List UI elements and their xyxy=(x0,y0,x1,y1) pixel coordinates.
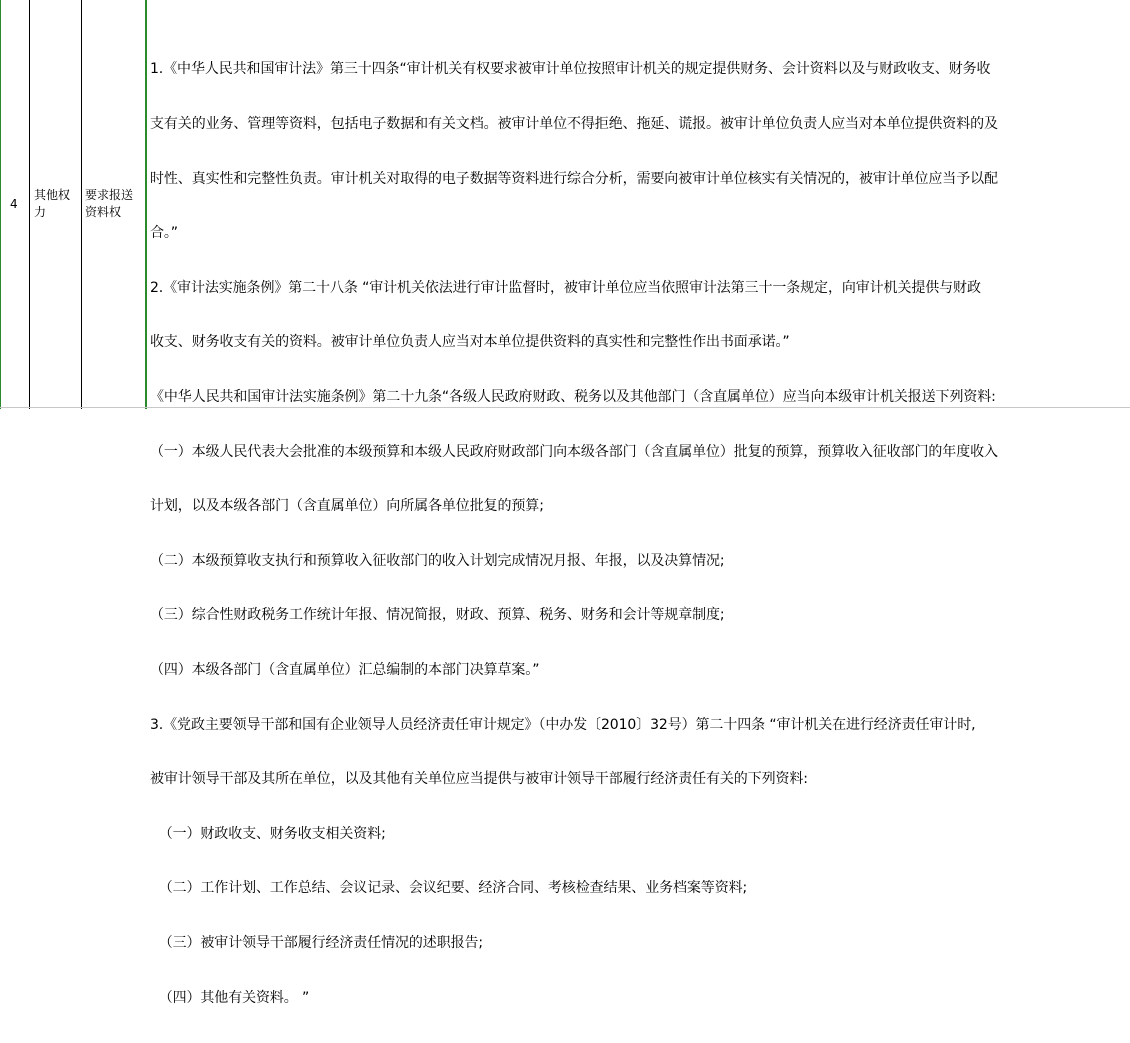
subcategory-cell[interactable] xyxy=(85,187,143,221)
content-line: （四）其他有关资料。 ” xyxy=(150,989,310,1006)
selected-cell-border xyxy=(145,0,147,409)
content-line: （一）本级人民代表大会批准的本级预算和本级人民政府财政部门向本级各部门（含直属单位）批复的预算，预算收入征收部门的年度收入 xyxy=(150,443,998,460)
content-cell[interactable] xyxy=(150,24,1130,1043)
row-number-cell[interactable] xyxy=(10,196,18,213)
subcategory-line-1: 要求报送 xyxy=(85,188,134,202)
content-line: （三）被审计领导干部履行经济责任情况的述职报告; xyxy=(150,934,484,951)
category-line-1: 其他权 xyxy=(34,188,71,202)
content-line: 合。” xyxy=(150,225,178,242)
subcategory-line-2: 资料权 xyxy=(85,205,122,219)
content-line: 时性、真实性和完整性负责。审计机关对取得的电子数据等资料进行综合分析，需要向被审计单位核实有关情况的，被审计单位应当予以配 xyxy=(150,170,998,187)
left-edge-line xyxy=(0,0,1,409)
category-line-2: 力 xyxy=(34,205,47,219)
content-line: 支有关的业务、管理等资料，包括电子数据和有关文档。被审计单位不得拒绝、拖延、谎报。被审计单位负责人应当对本单位提供资料的及 xyxy=(150,116,998,132)
column-divider xyxy=(81,0,82,409)
content-line: 计划，以及本级各部门（含直属单位）向所属各单位批复的预算; xyxy=(150,498,544,515)
content-line: 《中华人民共和国审计法实施条例》第二十九条“各级人民政府财政、税务以及其他部门（含直属单位）应当向本级审计机关报送下列资料: xyxy=(150,388,996,405)
category-cell[interactable] xyxy=(34,187,78,221)
content-line: （一）财政收支、财务收支相关资料; xyxy=(150,825,386,842)
content-line: 3.《党政主要领导干部和国有企业领导人员经济责任审计规定》（中办发〔2010〕32号）第二十四条 “审计机关在进行经济责任审计时, xyxy=(150,716,976,733)
content-line: （四）本级各部门（含直属单位）汇总编制的本部门决算草案。” xyxy=(150,661,540,678)
column-divider xyxy=(29,0,30,409)
content-line: 被审计领导干部及其所在单位，以及其他有关单位应当提供与被审计领导干部履行经济责任有关的下列资料: xyxy=(150,771,808,788)
content-line: 1.《中华人民共和国审计法》第三十四条“审计机关有权要求被审计单位按照审计机关的规定提供财务、会计资料以及与财政收支、财务收 xyxy=(150,61,991,78)
content-line: 收支、财务收支有关的资料。被审计单位负责人应当对本单位提供资料的真实性和完整性作出书面承诺。” xyxy=(150,334,790,351)
content-line: （二）本级预算收支执行和预算收入征收部门的收入计划完成情况月报、年报，以及决算情况; xyxy=(150,552,725,569)
content-line: （三）综合性财政税务工作统计年报、情况简报，财政、预算、税务、财务和会计等规章制度; xyxy=(150,607,725,624)
content-line: 2.《审计法实施条例》第二十八条 “审计机关依法进行审计监督时，被审计单位应当依照审计法第三十一条规定，向审计机关提供与财政 xyxy=(150,279,981,296)
row-number: 4 xyxy=(10,197,18,211)
content-line: （二）工作计划、工作总结、会议记录、会议纪要、经济合同、考核检查结果、业务档案等资料; xyxy=(150,880,748,897)
